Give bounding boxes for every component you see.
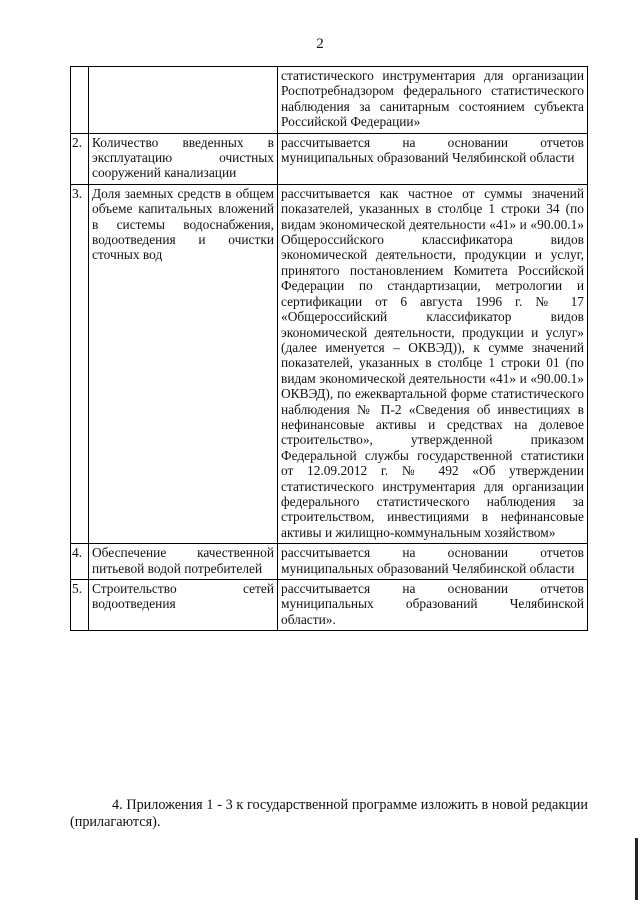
page-number: 2	[316, 36, 324, 52]
row-number: 2.	[71, 133, 89, 184]
calculation-method: рассчитывается как частное от суммы значений показателей, указанных в столбце 1 строки 34 (по видам экономической деятельности «41» и «90.00.1» Общероссийского классификатора видов экономической деятельности, продукции и услуг, принятого постановлением Комитета Российской Федерации по стандартизации, метрологии и сертификации от 6 августа 1996 г. № 17 «Общероссийский классификатор видов экономической деятельности, продукции и услуг» (далее именуется – ОКВЭД)), к сумме значений показателей, указанных в столбце 1 строки 01 (по видам экономической деятельности «41» и «90.00.1» ОКВЭД), по ежеквартальной форме статистического наблюдения № П-2 «Сведения об инвестициях в нефинансовые активы и средствах на долевое строительство», утвержденной приказом Федеральной службы государственной статистики от 12.09.2012 г. № 492 «Об утверждении статистического инструментария для организации федерального статистического наблюдения за строительством, инвестициями в нефинансовые активы и жилищно-коммунальным хозяйством»	[278, 184, 588, 543]
table-row	[71, 184, 588, 543]
table-row	[71, 580, 588, 631]
scan-edge-mark	[635, 838, 638, 900]
table-row	[71, 67, 588, 134]
calculation-method: рассчитывается на основании отчетов муниципальных образований Челябинской области	[278, 544, 588, 580]
row-number	[71, 67, 89, 134]
amendment-paragraph: 4. Приложения 1 - 3 к государственной программе изложить в новой редакции (прилагаются).	[70, 797, 588, 830]
indicator-name: Количество введенных в эксплуатацию очистных сооружений канализации	[89, 133, 278, 184]
row-number: 5.	[71, 580, 89, 631]
indicator-name: Строительство сетей водоотведения	[89, 580, 278, 631]
row-number: 4.	[71, 544, 89, 580]
table-row	[71, 544, 588, 580]
row-number: 3.	[71, 184, 89, 543]
calculation-method: статистического инструментария для организации Роспотребнадзором федерального статистического наблюдения за санитарным состоянием субъекта Российской Федерации»	[278, 67, 588, 134]
indicator-name	[89, 67, 278, 134]
indicators-table	[70, 66, 588, 631]
table-row	[71, 133, 588, 184]
indicator-name: Доля заемных средств в общем объеме капитальных вложений в системы водоснабжения, водоотведения и очистки сточных вод	[89, 184, 278, 543]
calculation-method: рассчитывается на основании отчетов муниципальных образований Челябинской области	[278, 133, 588, 184]
calculation-method: рассчитывается на основании отчетов муниципальных образований Челябинской области».	[278, 580, 588, 631]
indicator-name: Обеспечение качественной питьевой водой потребителей	[89, 544, 278, 580]
